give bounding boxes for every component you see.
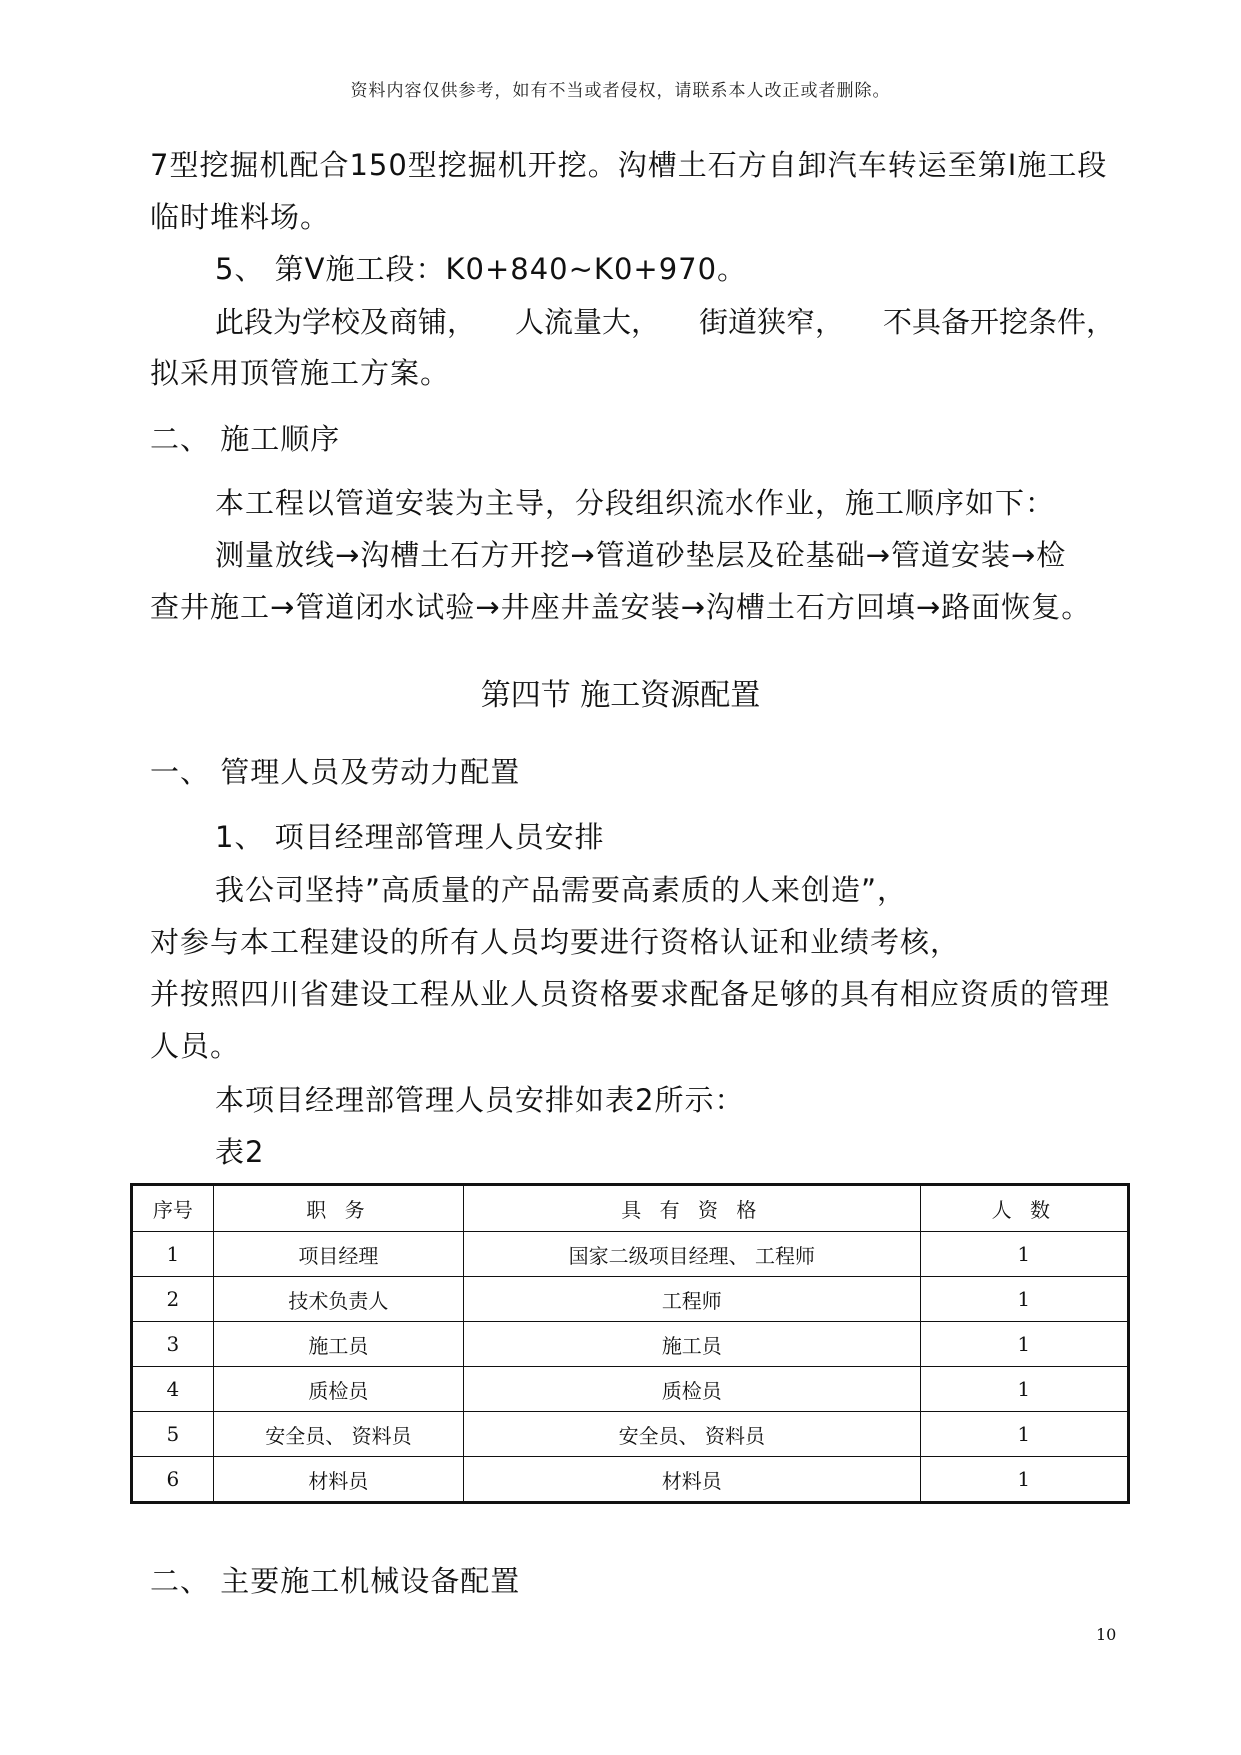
- column-header: 具 有 资 格: [464, 1185, 921, 1232]
- table-row: [132, 1277, 1129, 1322]
- table-row: [132, 1232, 1129, 1277]
- table-cell: 施工员: [464, 1322, 921, 1367]
- table-cell: 1: [920, 1232, 1128, 1277]
- paragraph-line: 本工程以管道安装为主导，分段组织流水作业，施工顺序如下：: [215, 486, 1056, 520]
- table-cell: 4: [132, 1367, 214, 1412]
- paragraph-line-justified: [215, 302, 1115, 342]
- heading-equipment-allocation: 二、 主要施工机械设备配置: [150, 1564, 521, 1598]
- table-cell: 质检员: [213, 1367, 463, 1412]
- column-header: 职 务: [213, 1185, 463, 1232]
- page-number: 10: [1096, 1625, 1117, 1644]
- paragraph-line: 我公司坚持”高质量的产品需要高素质的人来创造”，: [215, 873, 908, 907]
- list-item-5: 5、 第Ⅴ施工段：K0+840~K0+970。: [215, 252, 748, 286]
- text-fragment: 不具备开挖条件，: [882, 305, 1115, 339]
- table-row: [132, 1412, 1129, 1457]
- page-header-note: 资料内容仅供参考，如有不当或者侵权，请联系本人改正或者删除。: [350, 81, 891, 101]
- paragraph-line: 本项目经理部管理人员安排如表2所示：: [215, 1083, 745, 1117]
- heading-staff-allocation: 一、 管理人员及劳动力配置: [150, 755, 521, 789]
- table-row: [132, 1367, 1129, 1412]
- table-cell: 安全员、 资料员: [213, 1412, 463, 1457]
- text-fragment: 街道狭窄，: [698, 305, 844, 339]
- table-cell: 材料员: [213, 1457, 463, 1503]
- table-cell: 1: [920, 1322, 1128, 1367]
- table-cell: 技术负责人: [213, 1277, 463, 1322]
- table-cell: 项目经理: [213, 1232, 463, 1277]
- table-cell: 国家二级项目经理、 工程师: [464, 1232, 921, 1277]
- section-title: 第四节 施工资源配置: [480, 678, 761, 713]
- table-row: [132, 1322, 1129, 1367]
- table-cell: 1: [920, 1457, 1128, 1503]
- table-cell: 5: [132, 1412, 214, 1457]
- table-header-row: [132, 1185, 1129, 1232]
- paragraph-line: 人员。: [150, 1029, 241, 1063]
- text-fragment: 此段为学校及商铺，: [215, 305, 477, 339]
- table-cell: 质检员: [464, 1367, 921, 1412]
- paragraph-line: 查井施工→管道闭水试验→井座井盖安装→沟槽土石方回填→路面恢复。: [150, 590, 1092, 624]
- table-cell: 6: [132, 1457, 214, 1503]
- paragraph-line: 临时堆料场。: [150, 200, 331, 234]
- table-cell: 1: [920, 1277, 1128, 1322]
- table-cell: 安全员、 资料员: [464, 1412, 921, 1457]
- table-cell: 3: [132, 1322, 214, 1367]
- table-cell: 材料员: [464, 1457, 921, 1503]
- table-cell: 1: [920, 1367, 1128, 1412]
- table-row: [132, 1457, 1129, 1503]
- table-cell: 2: [132, 1277, 214, 1322]
- table-cell: 1: [132, 1232, 214, 1277]
- paragraph-line: 对参与本工程建设的所有人员均要进行资格认证和业绩考核，: [150, 925, 961, 959]
- heading-construction-order: 二、 施工顺序: [150, 422, 341, 456]
- table-cell: 工程师: [464, 1277, 921, 1322]
- list-item-1: 1、 项目经理部管理人员安排: [215, 820, 605, 854]
- table-cell: 施工员: [213, 1322, 463, 1367]
- table-caption: 表2: [215, 1135, 265, 1169]
- paragraph-line: 7型挖掘机配合150型挖掘机开挖。沟槽土石方自卸汽车转运至第Ⅰ施工段: [150, 148, 1108, 182]
- paragraph-line: 并按照四川省建设工程从业人员资格要求配备足够的具有相应资质的管理: [150, 977, 1111, 1011]
- text-fragment: 人流量大，: [514, 305, 660, 339]
- paragraph-line: 测量放线→沟槽土石方开挖→管道砂垫层及砼基础→管道安装→检: [215, 538, 1067, 572]
- table-cell: 1: [920, 1412, 1128, 1457]
- staff-table: [130, 1183, 1130, 1504]
- column-header: 序号: [132, 1185, 214, 1232]
- paragraph-line: 拟采用顶管施工方案。: [150, 356, 451, 390]
- column-header: 人 数: [920, 1185, 1128, 1232]
